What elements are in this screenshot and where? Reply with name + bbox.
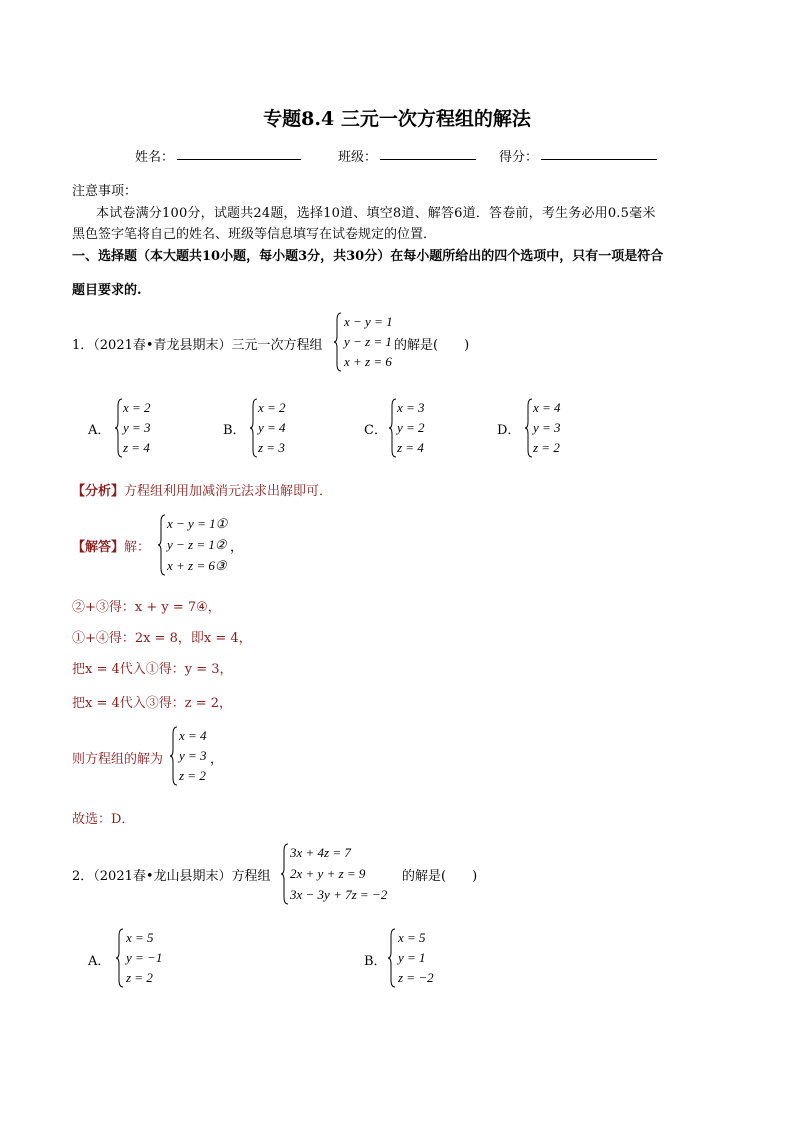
q1-analysis bbox=[72, 480, 332, 499]
notes-line-1: 本试卷满分100分，试题共24题，选择10道、填空8道、解答6道．答卷前，考生务必用0.5毫米 bbox=[96, 206, 656, 221]
brace-icon bbox=[250, 398, 258, 458]
q1-option-a-eq-2: y = 3 bbox=[123, 420, 151, 435]
brace-icon bbox=[158, 514, 166, 576]
q1-option-c[interactable] bbox=[389, 398, 449, 458]
q1-step-1: ②+③得：x + y = 7④， bbox=[72, 600, 221, 615]
q2-option-a-eq-2: y = −1 bbox=[126, 950, 163, 965]
result-suffix: ， bbox=[210, 752, 224, 767]
analysis-text: 方程组利用加减消元法求出解即可． bbox=[124, 484, 333, 499]
brace-icon bbox=[525, 398, 533, 458]
q2-option-b-eq-2: y = 1 bbox=[398, 950, 426, 965]
q1-option-d-eq-1: x = 4 bbox=[533, 400, 561, 415]
q1-option-b[interactable] bbox=[250, 398, 310, 458]
q2-option-a-label[interactable]: A． bbox=[88, 954, 111, 969]
q1-option-a-label[interactable]: A． bbox=[88, 423, 111, 438]
q1-choice: 故选：D． bbox=[72, 812, 135, 827]
notes-line-2: 黑色签字笔将自己的姓名、班级等信息填写在试卷规定的位置． bbox=[72, 227, 437, 242]
name-label: 姓名： bbox=[135, 150, 175, 165]
q1-prefix: 1．（2021春•青龙县期末）三元一次方程组 bbox=[72, 338, 323, 353]
class-field[interactable] bbox=[380, 145, 476, 160]
q2-option-a[interactable] bbox=[116, 928, 186, 988]
brace-icon bbox=[389, 398, 397, 458]
q1-result-prefix: 则方程组的解为 bbox=[72, 752, 164, 767]
page-title: 专题8.4 三元一次方程组的解法 bbox=[263, 108, 531, 130]
q1-option-d-eq-3: z = 2 bbox=[533, 440, 560, 455]
notes-heading: 注意事项： bbox=[72, 184, 138, 199]
q1-option-d[interactable] bbox=[525, 398, 585, 458]
q2-system-eq-1: 3x + 4z = 7 bbox=[290, 845, 351, 860]
section-heading-line-1: 一、选择题（本大题共10小题，每小题3分，共30分）在每小题所给出的四个选项中，只有一项是符合 bbox=[72, 249, 664, 264]
result-eq-3: z = 2 bbox=[179, 768, 206, 783]
q1-option-a-eq-3: z = 4 bbox=[123, 440, 150, 455]
answer-eq-1: x − y = 1① bbox=[167, 516, 228, 531]
score-field[interactable] bbox=[541, 145, 657, 160]
q1-answer-lead bbox=[72, 536, 150, 555]
q1-option-b-eq-1: x = 2 bbox=[258, 400, 286, 415]
q2-system-eq-3: 3x − 3y + 7z = −2 bbox=[290, 887, 388, 902]
q2-system-eq-2: 2x + y + z = 9 bbox=[290, 866, 366, 881]
brace-icon bbox=[334, 312, 342, 372]
q2-option-b[interactable] bbox=[388, 928, 458, 988]
answer-eq-2: y − z = 1② bbox=[167, 537, 227, 552]
q1-option-c-eq-3: z = 4 bbox=[397, 440, 424, 455]
q1-option-b-label[interactable]: B． bbox=[223, 423, 246, 438]
q1-step-2: ①+④得：2x = 8，即x = 4， bbox=[72, 631, 252, 646]
q1-option-c-label[interactable]: C． bbox=[364, 423, 387, 438]
answer-eq-3: x + z = 6③ bbox=[167, 558, 227, 573]
q1-option-c-eq-1: x = 3 bbox=[397, 400, 425, 415]
brace-icon bbox=[116, 928, 124, 988]
q1-option-d-label[interactable]: D． bbox=[497, 423, 521, 438]
q2-option-b-eq-3: z = −2 bbox=[398, 970, 434, 985]
answer-prefix: 解： bbox=[124, 540, 151, 555]
q1-option-a[interactable] bbox=[115, 398, 175, 458]
q2-system bbox=[281, 843, 401, 905]
q2-option-a-eq-1: x = 5 bbox=[126, 930, 154, 945]
q1-system-eq-2: y − z = 1 bbox=[344, 334, 392, 349]
answer-tag: 【解答】 bbox=[72, 540, 125, 555]
q2-option-b-label[interactable]: B． bbox=[364, 954, 387, 969]
q1-option-b-eq-3: z = 3 bbox=[258, 440, 285, 455]
q2-prefix: 2．（2021春•龙山县期末）方程组 bbox=[72, 869, 271, 884]
q1-option-d-eq-2: y = 3 bbox=[533, 420, 561, 435]
q1-system-eq-3: x + z = 6 bbox=[344, 354, 392, 369]
brace-icon bbox=[170, 726, 178, 786]
class-label: 班级： bbox=[338, 150, 378, 165]
name-field[interactable] bbox=[177, 145, 301, 160]
result-eq-1: x = 4 bbox=[179, 728, 207, 743]
result-eq-2: y = 3 bbox=[179, 748, 207, 763]
brace-icon bbox=[115, 398, 123, 458]
q1-suffix: 的解是( ) bbox=[394, 338, 470, 353]
section-heading-line-2: 题目要求的. bbox=[72, 283, 142, 298]
q1-system-eq-1: x − y = 1 bbox=[344, 314, 393, 329]
score-label: 得分： bbox=[499, 150, 539, 165]
q1-step-4: 把x = 4代入③得：z = 2， bbox=[72, 696, 233, 711]
answer-system-suffix: ， bbox=[230, 540, 244, 555]
brace-icon bbox=[281, 843, 289, 905]
q1-option-a-eq-1: x = 2 bbox=[123, 400, 151, 415]
q1-option-b-eq-2: y = 4 bbox=[258, 420, 286, 435]
q1-step-3: 把x = 4代入①得：y = 3， bbox=[72, 662, 233, 677]
brace-icon bbox=[388, 928, 396, 988]
q2-option-a-eq-3: z = 2 bbox=[126, 970, 153, 985]
q2-suffix: 的解是( ) bbox=[402, 869, 478, 884]
q2-option-b-eq-1: x = 5 bbox=[398, 930, 426, 945]
analysis-tag: 【分析】 bbox=[72, 484, 125, 499]
q1-option-c-eq-2: y = 2 bbox=[397, 420, 425, 435]
